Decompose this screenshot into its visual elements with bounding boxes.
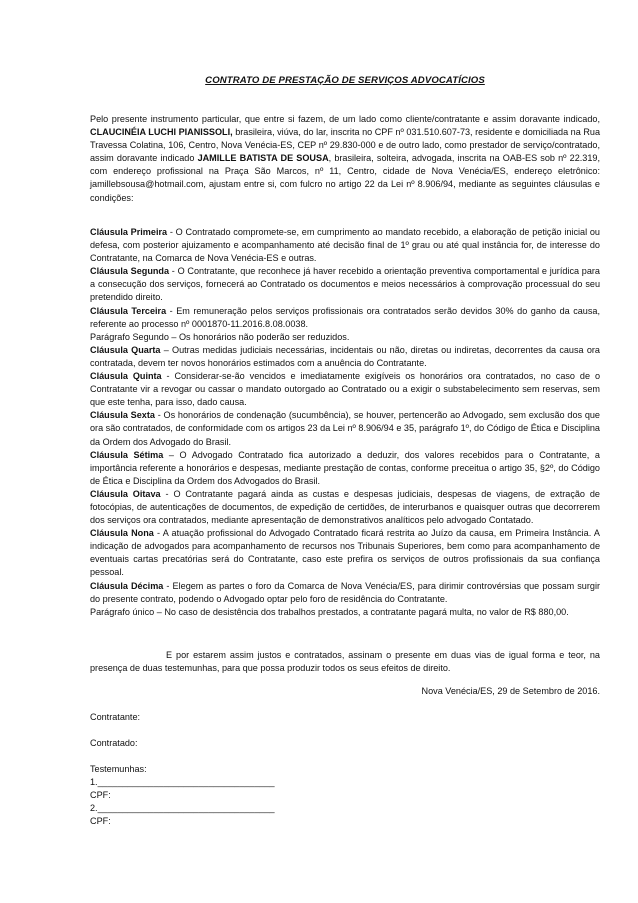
- clause-text: - Considerar-se-ão vencidos e imediatamente exigíveis os honorários ora contratados, no caso de o Contratante vir a revogar ou cassar o mandato outorgado ao Contratado ou a exigir o substabelecimento sem reservas, sem que este tenha, para isso, dado causa.: [90, 371, 600, 408]
- clause-label: Cláusula Segunda: [90, 266, 170, 277]
- clause-9: [90, 527, 600, 579]
- clause-label: Cláusula Sexta: [90, 410, 155, 421]
- intro-paragraph: [90, 113, 600, 205]
- paragraph-unico: [90, 606, 600, 619]
- contratante-label: Contratante:: [90, 712, 141, 722]
- clause-text: - O Contratante, que reconhece já haver recebido a orientação preventiva comportamental e jurídica para a consecução dos serviços, fornecerá ao Contratado os documentos e meios necessários à comprovação processual do seu pretendido direito.: [90, 266, 600, 303]
- clause-text: - A atuação profissional do Advogado Contratado ficará restrita ao Juízo da causa, em Primeira Instância. A indicação de advogados para acompanhamento de recursos nos Tribunais Superiores, bem como para acompanhamento de eventuais cartas precatórias será do Contratante, caso este prefira os serviços de outros profissionais da sua confiança pessoal.: [90, 528, 600, 578]
- document-title: CONTRATO DE PRESTAÇÃO DE SERVIÇOS ADVOCATÍCIOS: [205, 75, 485, 86]
- contratado-label: Contratado:: [90, 738, 138, 748]
- clause-1: [90, 226, 600, 265]
- clause-text: – O Advogado Contratado fica autorizado a deduzir, dos valores recebidos para o Contratante, a importância referente a honorários e despesas, mediante prestação de contas, conforme preceitua o artigo 35, §2º, do Código de Ética e Disciplina da Ordem dos Advogados do Brasil.: [90, 449, 600, 486]
- clause-label: Cláusula Primeira: [90, 227, 168, 237]
- place-date: Nova Venécia/ES, 29 de Setembro de 2016.: [421, 686, 600, 696]
- intro-text-3: , brasileira, solteira, advogada, inscrita na OAB-ES sob nº 22.319, com endereço profissional na Praça São Marcos, nº 11, Centro, cidade de Nova Venécia/ES, endereço eletrônico: jamillebsousa@hotmail.com, ajustam entre si, com fulcro no artigo 22 da Lei nº 8.906/94, mediante as seguintes cláusulas e condições:: [90, 153, 601, 203]
- clause-label: Cláusula Oitava: [90, 488, 161, 499]
- intro-text-1: Pelo presente instrumento particular, que entre si fazem, de um lado como cliente/contratante e assim doravante indicado,: [90, 114, 600, 124]
- clause-text: - Os honorários de condenação (sucumbência), se houver, pertencerão ao Advogado, sem exclusão dos que ora são contratados, de conformidade com os artigos 23 da Lei nº 8.906/94 e 35, parágrafo 1º, do Código de Ética e Disciplina da Ordem dos Advogado do Brasil.: [90, 410, 600, 447]
- witness-1-cpf: CPF:: [90, 790, 111, 800]
- clause-text: - Elegem as partes o foro da Comarca de Nova Venécia/ES, para dirimir controvérsias que possam surgir do presente contrato, podendo o Advogado optar pelo foro de residência do Contratante.: [90, 580, 600, 604]
- clause-label: Cláusula Nona: [90, 528, 154, 539]
- clause-label: Cláusula Sétima: [90, 449, 164, 460]
- witness-2-cpf: CPF:: [90, 816, 111, 826]
- clause-text: - O Contratante pagará ainda as custas e despesas judiciais, despesas de viagens, de extração de fotocópias, de autenticações de documentos, de expedição de certidões, de interurbanos e quaisquer outras que decorrerem dos serviços ora contratados, mediante apresentação de demonstrativos analíticos pelo advogado Contatado.: [90, 488, 600, 526]
- witness-2-line: 2.___________________________________: [90, 803, 275, 813]
- clause-text: – Outras medidas judiciais necessárias, incidentais ou não, diretas ou indiretas, decorrentes da causa ora contratada, devem ter novos honorários estimados com a anuência do Contratante.: [90, 344, 600, 368]
- clause-label: Cláusula Quarta: [90, 344, 161, 355]
- clause-4: [90, 344, 600, 370]
- clause-6: [90, 409, 600, 448]
- closing-paragraph: [90, 649, 600, 675]
- clause-text: Parágrafo único – No caso de desistência dos trabalhos prestados, a contratante pagará multa, no valor de R$ 880,00.: [90, 606, 569, 617]
- clause-text: - Em remuneração pelos serviços profissionais ora contratados serão devidos 30% do ganho da causa, referente ao processo nº 0001870-11.2016.8.08.0038.: [90, 305, 600, 329]
- clause-label: Cláusula Quinta: [90, 371, 162, 382]
- clause-label: Cláusula Terceira: [90, 305, 167, 316]
- clause-5: [90, 370, 600, 409]
- witnesses-label: Testemunhas:: [90, 764, 147, 774]
- witness-1-line: 1.___________________________________: [90, 777, 275, 787]
- clause-7: [90, 449, 600, 488]
- clause-10: [90, 580, 600, 606]
- clause-2: [90, 265, 600, 304]
- lawyer-name: JAMILLE BATISTA DE SOUSA: [197, 153, 329, 164]
- clause-text: Parágrafo Segundo – Os honorários não poderão ser reduzidos.: [90, 331, 350, 342]
- paragraph-segundo: [90, 331, 600, 344]
- client-name: CLAUCINÉIA LUCHI PIANISSOLI,: [90, 127, 233, 138]
- clause-label: Cláusula Décima: [90, 580, 164, 591]
- clause-8: [90, 488, 600, 527]
- closing-text: E por estarem assim justos e contratados, assinam o presente em duas vias de igual forma e teor, na presença de duas testemunhas, para que possa produzir todos os seus efeitos de direito.: [90, 650, 600, 674]
- clause-text: - O Contratado compromete-se, em cumprimento ao mandato recebido, a elaboração de petição inicial ou defesa, com posterior ajuizamento e acompanhamento até decisão final de 1º grau ou até qual instância for, de interesse do Contratante, na Comarca de Nova Venécia-ES e outras.: [90, 227, 600, 264]
- clause-3: [90, 305, 600, 331]
- intro-text-2: brasileira, viúva, do lar, inscrita no CPF nº 031.510.607-73, residente e domiciliada na Rua Travessa Colatina, 106, Centro, Nova Venécia-ES, CEP nº 29.830-000 e de outro lado, como prestador de serviço/contratado, assim doravante indicado: [90, 127, 600, 164]
- clauses-section: [90, 226, 600, 619]
